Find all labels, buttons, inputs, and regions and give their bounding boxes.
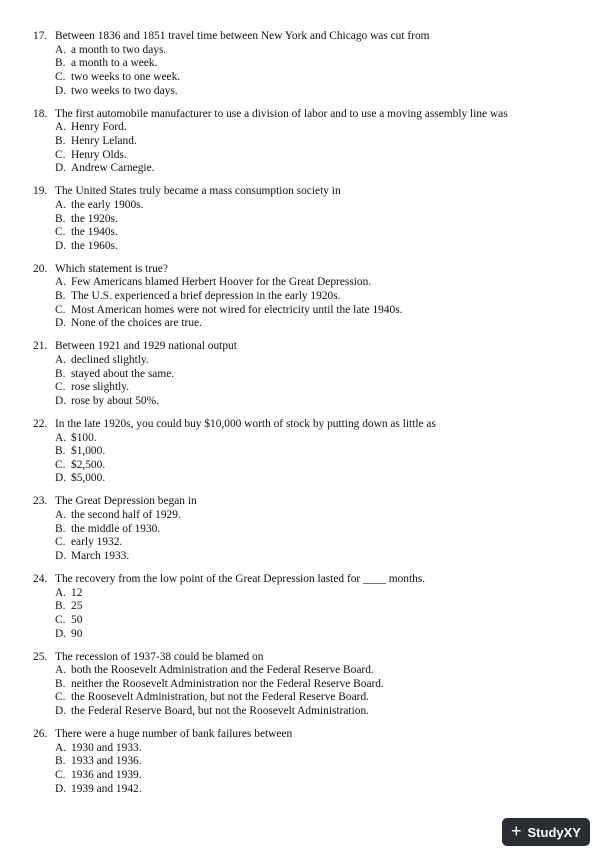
option-text: 1939 and 1942.: [71, 782, 142, 795]
answer-option: [33, 290, 593, 304]
answer-option: [33, 381, 593, 395]
answer-option: [33, 509, 593, 523]
question-stem: [33, 30, 593, 44]
option-letter: C.: [55, 70, 66, 83]
answer-option: [33, 432, 593, 446]
answer-option: [33, 276, 593, 290]
option-text: 12: [71, 586, 83, 599]
answer-option: [33, 368, 593, 382]
answer-option: [33, 691, 593, 705]
option-letter: B.: [55, 522, 66, 535]
option-letter: A.: [55, 43, 67, 56]
option-letter: D.: [55, 317, 67, 330]
question-stem: [33, 573, 593, 587]
answer-option: [33, 304, 593, 318]
option-text: Henry Ford.: [71, 121, 127, 134]
question-text: Which statement is true?: [55, 262, 168, 275]
option-text: Henry Olds.: [71, 148, 127, 161]
option-letter: B.: [55, 600, 66, 613]
question-number: 23.: [33, 495, 48, 508]
question-23: [33, 495, 593, 563]
option-text: Henry Leland.: [71, 134, 137, 147]
option-text: None of the choices are true.: [71, 317, 202, 330]
option-text: $2,500.: [71, 458, 106, 471]
option-text: both the Roosevelt Administration and the Federal Reserve Board.: [71, 664, 374, 677]
question-stem: [33, 728, 593, 742]
question-stem: [33, 495, 593, 509]
answer-option: [33, 705, 593, 719]
question-text: The United States truly became a mass consumption society in: [55, 185, 341, 198]
answer-option: [33, 614, 593, 628]
question-stem: [33, 418, 593, 432]
answer-option: [33, 135, 593, 149]
option-letter: C.: [55, 148, 66, 161]
question-number: 18.: [33, 107, 48, 120]
option-letter: A.: [55, 354, 67, 367]
option-letter: B.: [55, 212, 66, 225]
answer-option: [33, 149, 593, 163]
option-text: the second half of 1929.: [71, 509, 181, 522]
option-text: $5,000.: [71, 472, 106, 485]
question-number: 19.: [33, 185, 48, 198]
option-text: the Roosevelt Administration, but not the Federal Reserve Board.: [71, 691, 369, 704]
option-text: two weeks to one week.: [71, 70, 181, 83]
answer-option: [33, 783, 593, 797]
question-20: [33, 263, 593, 331]
option-text: the middle of 1930.: [71, 522, 161, 535]
option-letter: B.: [55, 57, 66, 70]
option-letter: C.: [55, 613, 66, 626]
plus-icon: +: [511, 821, 522, 841]
answer-option: [33, 664, 593, 678]
answer-option: [33, 240, 593, 254]
option-text: a month to two days.: [71, 43, 167, 56]
option-letter: B.: [55, 677, 66, 690]
option-text: 1933 and 1936.: [71, 755, 142, 768]
option-text: 1930 and 1933.: [71, 741, 142, 754]
option-letter: A.: [55, 198, 67, 211]
answer-option: [33, 742, 593, 756]
option-letter: C.: [55, 536, 66, 549]
answer-option: [33, 85, 593, 99]
answer-option: [33, 445, 593, 459]
question-text: There were a huge number of bank failures between: [55, 728, 293, 741]
answer-option: [33, 213, 593, 227]
option-text: Andrew Carnegie.: [71, 162, 155, 175]
option-text: 25: [71, 600, 83, 613]
answer-option: [33, 162, 593, 176]
option-text: the 1960s.: [71, 239, 118, 252]
option-text: the 1940s.: [71, 226, 118, 239]
question-19: [33, 185, 593, 253]
question-18: [33, 108, 593, 176]
answer-option: [33, 199, 593, 213]
option-text: the early 1900s.: [71, 198, 144, 211]
option-letter: D.: [55, 84, 67, 97]
option-text: 1936 and 1939.: [71, 769, 142, 782]
answer-option: [33, 44, 593, 58]
option-text: the 1920s.: [71, 212, 118, 225]
option-text: early 1932.: [71, 536, 123, 549]
option-text: Most American homes were not wired for electricity until the late 1940s.: [71, 303, 403, 316]
option-letter: D.: [55, 472, 67, 485]
option-letter: B.: [55, 755, 66, 768]
option-letter: A.: [55, 509, 67, 522]
question-text: The first automobile manufacturer to use a division of labor and to use a moving assembly line was: [55, 107, 508, 120]
question-stem: [33, 263, 593, 277]
option-letter: D.: [55, 239, 67, 252]
answer-option: [33, 769, 593, 783]
question-text: Between 1921 and 1929 national output: [55, 340, 237, 353]
answer-option: [33, 523, 593, 537]
answer-option: [33, 226, 593, 240]
option-letter: A.: [55, 431, 67, 444]
question-number: 20.: [33, 262, 48, 275]
answer-option: [33, 317, 593, 331]
option-letter: D.: [55, 162, 67, 175]
option-letter: C.: [55, 303, 66, 316]
option-text: 90: [71, 627, 83, 640]
option-letter: A.: [55, 586, 67, 599]
option-text: $100.: [71, 431, 97, 444]
option-letter: C.: [55, 691, 66, 704]
option-letter: D.: [55, 549, 67, 562]
question-17: [33, 30, 593, 98]
option-letter: C.: [55, 226, 66, 239]
option-letter: D.: [55, 782, 67, 795]
answer-option: [33, 678, 593, 692]
question-stem: [33, 185, 593, 199]
option-text: The U.S. experienced a brief depression in the early 1920s.: [71, 290, 341, 303]
question-text: The recession of 1937-38 could be blamed on: [55, 650, 264, 663]
question-number: 26.: [33, 728, 48, 741]
question-number: 22.: [33, 417, 48, 430]
option-letter: A.: [55, 741, 67, 754]
question-number: 21.: [33, 340, 48, 353]
option-letter: B.: [55, 290, 66, 303]
answer-option: [33, 459, 593, 473]
answer-option: [33, 71, 593, 85]
question-list: [33, 30, 593, 806]
badge-label: StudyXY: [527, 824, 581, 840]
option-text: the Federal Reserve Board, but not the Roosevelt Administration.: [71, 705, 369, 718]
question-text: Between 1836 and 1851 travel time between New York and Chicago was cut from: [55, 30, 430, 42]
question-stem: [33, 651, 593, 665]
question-25: [33, 651, 593, 719]
option-text: $1,000.: [71, 445, 106, 458]
question-text: The Great Depression began in: [55, 495, 197, 508]
option-letter: A.: [55, 664, 67, 677]
answer-option: [33, 587, 593, 601]
answer-option: [33, 354, 593, 368]
question-22: [33, 418, 593, 486]
question-number: 17.: [33, 30, 48, 42]
answer-option: [33, 57, 593, 71]
answer-option: [33, 395, 593, 409]
option-text: rose by about 50%.: [71, 394, 159, 407]
option-text: a month to a week.: [71, 57, 158, 70]
option-letter: D.: [55, 627, 67, 640]
option-letter: C.: [55, 769, 66, 782]
option-letter: D.: [55, 394, 67, 407]
option-text: declined slightly.: [71, 354, 149, 367]
question-26: [33, 728, 593, 796]
studyxy-badge[interactable]: [502, 818, 590, 846]
option-letter: B.: [55, 134, 66, 147]
answer-option: [33, 550, 593, 564]
question-stem: [33, 340, 593, 354]
option-text: 50: [71, 613, 83, 626]
option-letter: B.: [55, 445, 66, 458]
option-text: neither the Roosevelt Administration nor the Federal Reserve Board.: [71, 677, 384, 690]
answer-option: [33, 472, 593, 486]
question-text: The recovery from the low point of the Great Depression lasted for ____ months.: [55, 572, 426, 585]
option-text: March 1933.: [71, 549, 130, 562]
option-letter: C.: [55, 458, 66, 471]
answer-option: [33, 536, 593, 550]
answer-option: [33, 600, 593, 614]
question-number: 25.: [33, 650, 48, 663]
option-text: rose slightly.: [71, 381, 130, 394]
option-letter: B.: [55, 367, 66, 380]
answer-option: [33, 628, 593, 642]
question-number: 24.: [33, 572, 48, 585]
option-text: Few Americans blamed Herbert Hoover for the Great Depression.: [71, 276, 372, 289]
option-letter: A.: [55, 121, 67, 134]
question-text: In the late 1920s, you could buy $10,000 worth of stock by putting down as little as: [55, 417, 436, 430]
answer-option: [33, 755, 593, 769]
option-letter: D.: [55, 705, 67, 718]
option-text: two weeks to two days.: [71, 84, 178, 97]
question-24: [33, 573, 593, 641]
option-letter: C.: [55, 381, 66, 394]
option-text: stayed about the same.: [71, 367, 175, 380]
option-letter: A.: [55, 276, 67, 289]
question-21: [33, 340, 593, 408]
question-stem: [33, 108, 593, 122]
answer-option: [33, 121, 593, 135]
